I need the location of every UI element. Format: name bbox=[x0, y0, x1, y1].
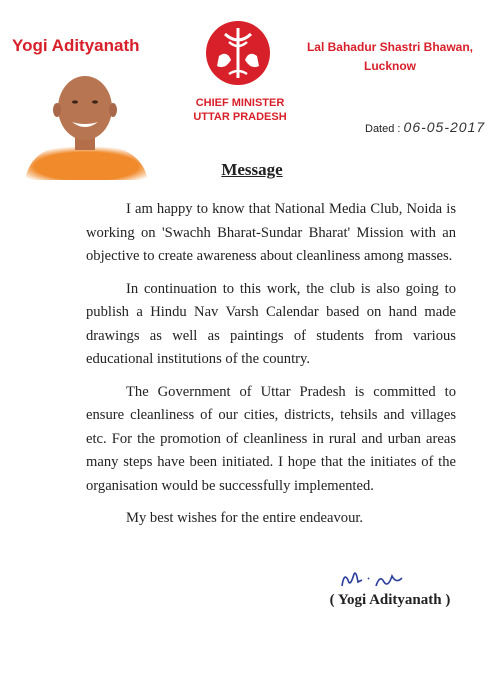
address-line1: Lal Bahadur Shastri Bhawan, bbox=[306, 40, 474, 54]
dated-label: Dated : bbox=[365, 123, 401, 135]
up-emblem-icon bbox=[205, 20, 271, 86]
address-block bbox=[300, 38, 480, 76]
office-title bbox=[190, 96, 290, 124]
address-line2: Lucknow bbox=[363, 59, 416, 73]
paragraph: The Government of Uttar Pradesh is committed to ensure cleanliness of our cities, districts, tehsils and villages etc. For the promotion of cleanliness in rural and urban areas many steps have been initiated. I hope that the initiates of the organisation would be successfully implemented. bbox=[86, 383, 456, 494]
sender-name: Yogi Adityanath bbox=[12, 36, 140, 55]
handwritten-signature bbox=[338, 566, 418, 592]
office-title-line2: UTTAR PRADESH bbox=[193, 111, 287, 123]
date-line bbox=[365, 119, 485, 135]
message-heading: Message bbox=[221, 160, 283, 179]
message-body bbox=[86, 198, 456, 540]
signatory-name: ( Yogi Adityanath ) bbox=[329, 592, 451, 608]
paragraph: I am happy to know that National Media Club, Noida is working on 'Swachh Bharat-Sundar Bharat' Mission with an objective to create awareness about cleanliness among masses. bbox=[86, 201, 456, 264]
paragraph: My best wishes for the entire endeavour. bbox=[126, 510, 364, 526]
paragraph: In continuation to this work, the club is also going to publish a Hindu Nav Varsh Calendar based on hand made drawings as well as paintings of students from various educational institutions of the country. bbox=[86, 280, 456, 367]
dated-value: 06-05-2017 bbox=[403, 119, 486, 135]
office-title-line1: CHIEF MINISTER bbox=[195, 97, 285, 109]
